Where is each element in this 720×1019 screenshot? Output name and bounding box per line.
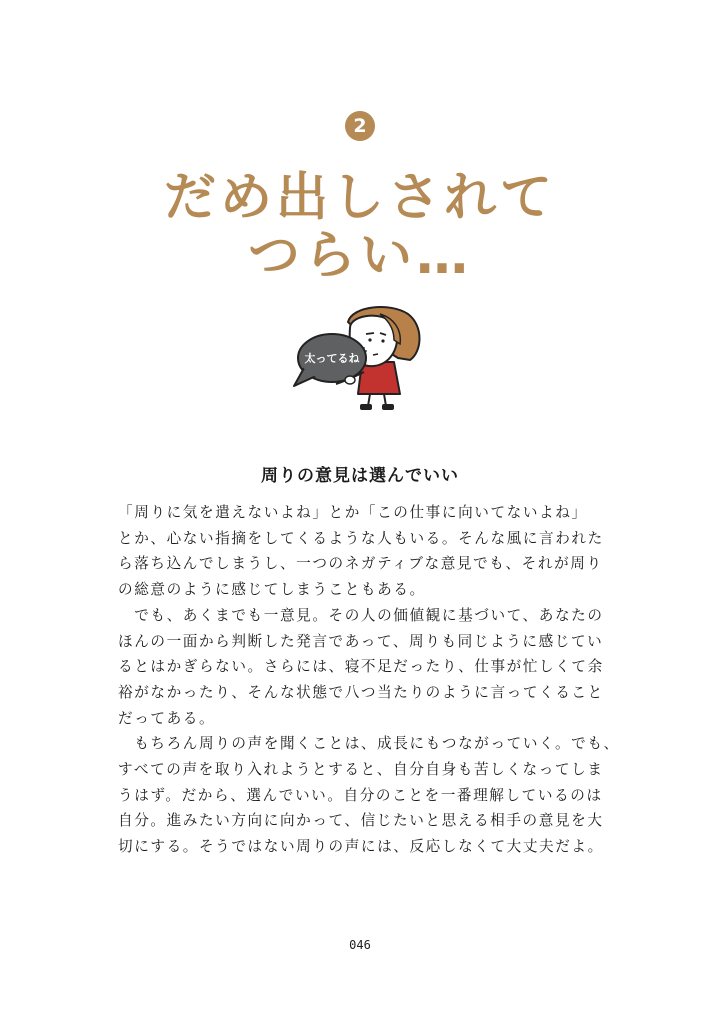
body-line: るとはかぎらない。さらには、寝不足だったり、仕事が忙しくて余: [118, 658, 604, 676]
body-line: 切にする。そうではない周りの声には、反応しなくて大丈夫だよ。: [118, 838, 604, 856]
speech-bubble-text: 太ってるね: [304, 352, 360, 365]
chapter-title-line-2: つらい…: [247, 226, 472, 286]
body-line: でも、あくまでも一意見。その人の価値観に基づいて、あなたの: [118, 606, 604, 624]
body-line: ら落ち込んでしまうし、一つのネガティブな意見でも、それが周り: [118, 555, 603, 573]
chapter-title-line-1: だめ出しされて: [163, 168, 556, 228]
section-heading: 周りの意見は選んでいい: [261, 466, 459, 486]
body-text: [118, 500, 618, 860]
body-line: の総意のように感じてしまうこともある。: [118, 581, 426, 599]
page-number: 046: [349, 938, 371, 952]
chapter-number-badge: 2: [345, 111, 375, 141]
body-line: ほんの一面から判断した発言であって、周りも同じように感じてい: [118, 632, 604, 650]
body-line: すべての声を取り入れようとすると、自分自身も苦しくなってしま: [118, 761, 604, 779]
body-line: とか、心ない指摘をしてくるような人もいる。そんな風に言われた: [118, 529, 604, 547]
body-line: 自分。進みたい方向に向かって、信じたいと思える相手の意見を大: [118, 812, 604, 830]
body-line: もちろん周りの声を聞くことは、成長にもつながっていく。でも、: [118, 735, 620, 753]
body-line: 裕がなかったり、そんな状態で八つ当たりのように言ってくること: [118, 683, 604, 701]
body-line: だってある。: [118, 709, 216, 727]
body-line: 「周りに気を遣えないよね」とか「この仕事に向いてないよね」: [118, 504, 588, 521]
character-illustration: [290, 300, 430, 420]
body-line: うはず。だから、選んでいい。自分のことを一番理解しているのは: [118, 786, 603, 804]
